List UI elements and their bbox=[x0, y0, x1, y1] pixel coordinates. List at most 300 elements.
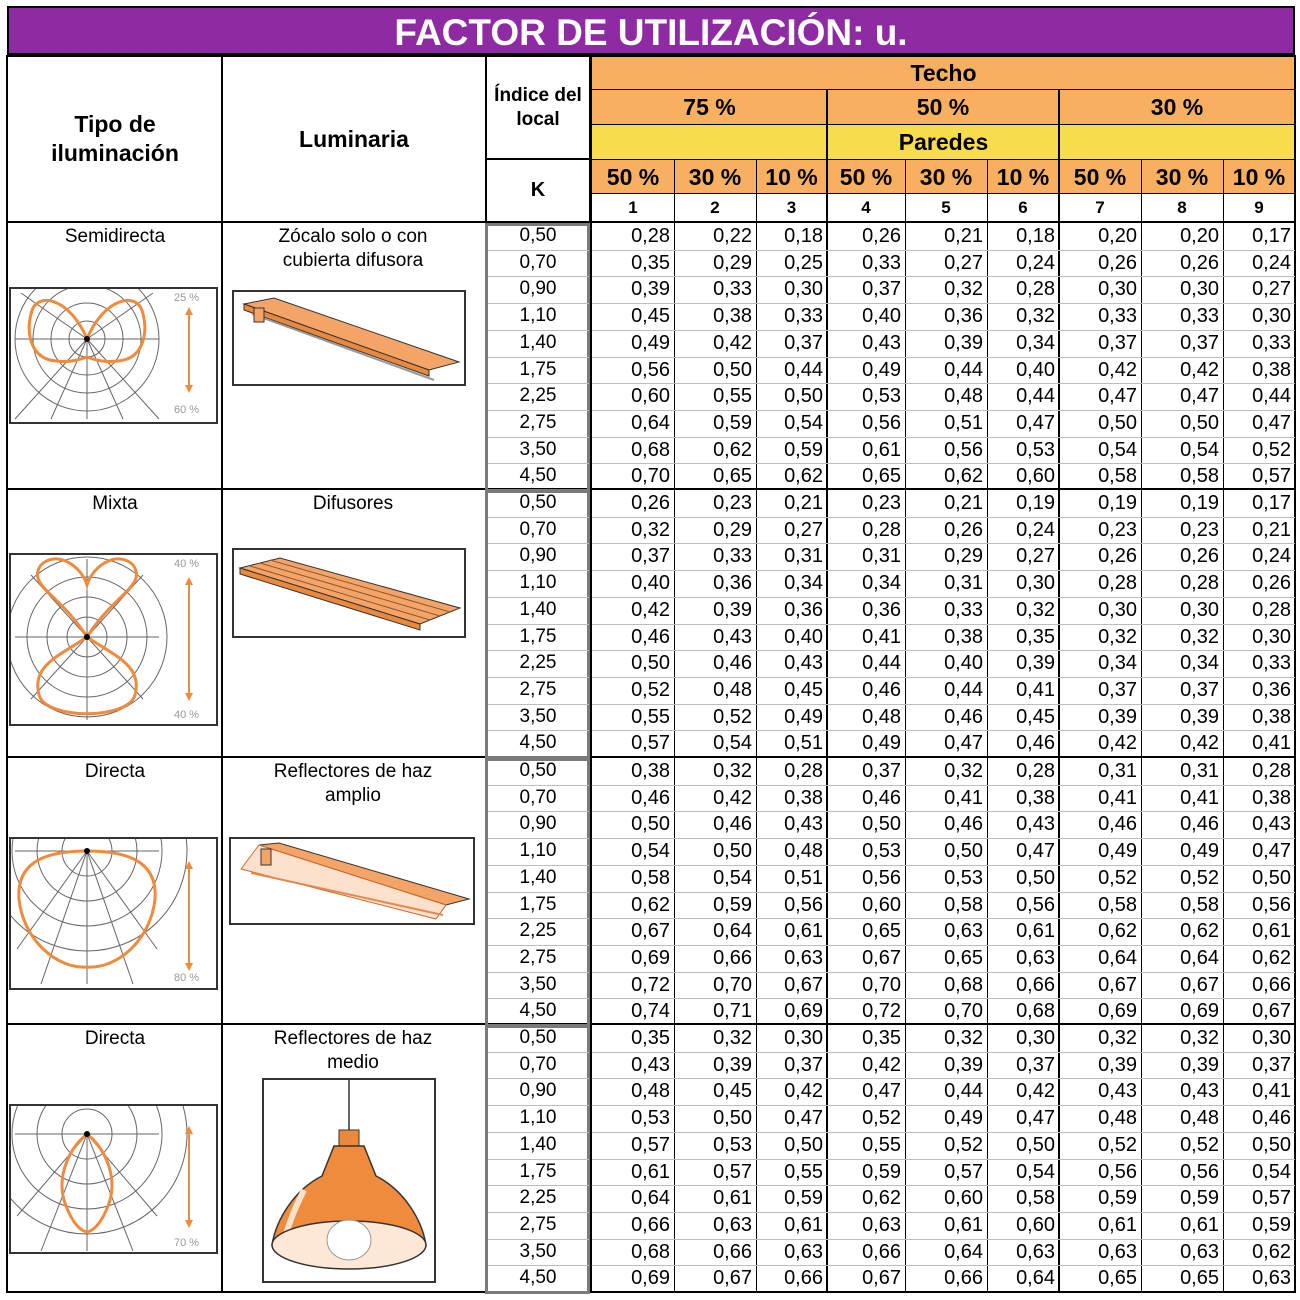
table-cell: 0,47 bbox=[1252, 412, 1291, 434]
row-rule bbox=[592, 276, 1295, 277]
table-cell: 0,51 bbox=[944, 412, 983, 434]
row-rule bbox=[592, 1212, 1295, 1213]
table-cell: 0,70 bbox=[713, 974, 752, 996]
k-value: 1,40 bbox=[519, 332, 557, 353]
table-cell: 0,33 bbox=[1098, 305, 1137, 327]
k-value: 2,25 bbox=[519, 1187, 557, 1208]
section-separator-1 bbox=[6, 488, 1296, 490]
table-cell: 0,32 bbox=[1098, 1027, 1137, 1049]
k-value: 1,10 bbox=[519, 1107, 557, 1128]
table-cell: 0,50 bbox=[944, 840, 983, 862]
k-value: 1,10 bbox=[519, 572, 557, 593]
table-cell: 0,37 bbox=[1098, 332, 1137, 354]
k-value: 4,50 bbox=[519, 1000, 557, 1021]
table-cell: 0,28 bbox=[1252, 760, 1291, 782]
header-techo: Techo bbox=[592, 57, 1295, 90]
table-cell: 0,51 bbox=[784, 732, 823, 754]
header-techo-2: 50 % bbox=[827, 90, 1059, 125]
table-cell: 0,38 bbox=[713, 305, 752, 327]
header-paredes-3: 10 % bbox=[756, 160, 827, 194]
table-cell: 0,74 bbox=[631, 1000, 670, 1022]
frame-bottom bbox=[6, 1291, 1296, 1293]
k-row-rule bbox=[488, 785, 589, 786]
table-cell: 0,42 bbox=[862, 1054, 901, 1076]
polar-diagram-mixta bbox=[9, 553, 218, 726]
table-cell: 0,41 bbox=[1098, 787, 1137, 809]
k-value: 1,40 bbox=[519, 867, 557, 888]
table-cell: 0,51 bbox=[784, 867, 823, 889]
k-value: 0,90 bbox=[519, 278, 557, 299]
table-cell: 0,49 bbox=[862, 732, 901, 754]
table-cell: 0,43 bbox=[784, 652, 823, 674]
table-cell: 0,67 bbox=[1180, 974, 1219, 996]
table-cell: 0,37 bbox=[1098, 679, 1137, 701]
table-cell: 0,53 bbox=[631, 1107, 670, 1129]
rule-paredes bbox=[592, 159, 1295, 160]
table-cell: 0,50 bbox=[784, 385, 823, 407]
table-cell: 0,68 bbox=[631, 1241, 670, 1263]
section-tipo: Directa bbox=[84, 1028, 146, 1049]
table-cell: 0,30 bbox=[1098, 278, 1137, 300]
header-paredes: Paredes bbox=[592, 125, 1295, 160]
section-separator-3 bbox=[6, 1023, 1296, 1025]
table-cell: 0,54 bbox=[1180, 439, 1219, 461]
table-cell: 0,58 bbox=[1016, 1187, 1055, 1209]
table-cell: 0,58 bbox=[1098, 894, 1137, 916]
table-cell: 0,62 bbox=[944, 465, 983, 487]
table-cell: 0,37 bbox=[1252, 1054, 1291, 1076]
table-cell: 0,56 bbox=[631, 359, 670, 381]
header-paredes-7: 50 % bbox=[1059, 160, 1141, 194]
table-cell: 0,58 bbox=[631, 867, 670, 889]
table-cell: 0,67 bbox=[784, 974, 823, 996]
k-value: 0,70 bbox=[519, 252, 557, 273]
table-cell: 0,34 bbox=[1016, 332, 1055, 354]
k-value: 2,75 bbox=[519, 412, 557, 433]
table-cell: 0,26 bbox=[1098, 252, 1137, 274]
polar-curve-icon bbox=[11, 555, 216, 724]
table-cell: 0,26 bbox=[1180, 545, 1219, 567]
table-cell: 0,39 bbox=[944, 1054, 983, 1076]
table-cell: 0,47 bbox=[1252, 840, 1291, 862]
table-cell: 0,31 bbox=[784, 545, 823, 567]
table-cell: 0,37 bbox=[784, 1054, 823, 1076]
table-cell: 0,67 bbox=[713, 1267, 752, 1289]
header-paredes-5: 30 % bbox=[905, 160, 987, 194]
table-cell: 0,35 bbox=[631, 252, 670, 274]
table-cell: 0,54 bbox=[784, 412, 823, 434]
table-cell: 0,66 bbox=[862, 1241, 901, 1263]
table-cell: 0,61 bbox=[713, 1187, 752, 1209]
table-cell: 0,18 bbox=[784, 225, 823, 247]
section-luminaria: Zócalo solo o con cubierta difusora bbox=[278, 226, 428, 271]
column-number-4: 4 bbox=[861, 198, 871, 217]
table-cell: 0,44 bbox=[944, 1080, 983, 1102]
percent-top: 25 % bbox=[174, 292, 200, 304]
table-cell: 0,46 bbox=[944, 706, 983, 728]
k-value: 0,50 bbox=[519, 225, 557, 246]
table-cell: 0,61 bbox=[1180, 1214, 1219, 1236]
table-cell: 0,67 bbox=[862, 947, 901, 969]
section-luminaria: Reflectores de haz amplio bbox=[273, 761, 433, 806]
table-cell: 0,52 bbox=[631, 679, 670, 701]
row-rule bbox=[592, 1105, 1295, 1106]
frame-right bbox=[1294, 55, 1296, 1293]
table-cell: 0,50 bbox=[1016, 1134, 1055, 1156]
table-cell: 0,39 bbox=[1180, 1054, 1219, 1076]
table-cell: 0,26 bbox=[862, 225, 901, 247]
table-cell: 0,47 bbox=[784, 1107, 823, 1129]
table-cell: 0,21 bbox=[1252, 519, 1291, 541]
table-cell: 0,39 bbox=[1016, 652, 1055, 674]
table-cell: 0,50 bbox=[1016, 867, 1055, 889]
k-value: 1,75 bbox=[519, 359, 557, 380]
header-techo-3: 30 % bbox=[1059, 90, 1295, 125]
table-cell: 0,46 bbox=[631, 787, 670, 809]
k-row-rule bbox=[488, 1212, 589, 1213]
table-cell: 0,60 bbox=[944, 1187, 983, 1209]
table-cell: 0,33 bbox=[862, 252, 901, 274]
table-cell: 0,33 bbox=[1252, 332, 1291, 354]
table-cell: 0,72 bbox=[631, 974, 670, 996]
table-cell: 0,55 bbox=[713, 385, 752, 407]
table-cell: 0,26 bbox=[631, 492, 670, 514]
k-row-rule bbox=[488, 250, 589, 251]
k-row-rule bbox=[488, 276, 589, 277]
table-cell: 0,28 bbox=[1016, 278, 1055, 300]
table-cell: 0,30 bbox=[1180, 278, 1219, 300]
table-cell: 0,58 bbox=[1180, 894, 1219, 916]
table-cell: 0,26 bbox=[1252, 572, 1291, 594]
table-cell: 0,65 bbox=[944, 947, 983, 969]
row-rule bbox=[592, 330, 1295, 331]
table-cell: 0,68 bbox=[631, 439, 670, 461]
k-row-rule bbox=[488, 624, 589, 625]
row-rule bbox=[592, 704, 1295, 705]
k-row-rule bbox=[488, 1105, 589, 1106]
table-cell: 0,69 bbox=[1098, 1000, 1137, 1022]
table-cell: 0,58 bbox=[1180, 465, 1219, 487]
table-cell: 0,19 bbox=[1098, 492, 1137, 514]
table-cell: 0,66 bbox=[944, 1267, 983, 1289]
row-rule bbox=[592, 1265, 1295, 1266]
table-cell: 0,58 bbox=[944, 894, 983, 916]
row-rule bbox=[592, 597, 1295, 598]
table-cell: 0,55 bbox=[631, 706, 670, 728]
table-cell: 0,57 bbox=[631, 1134, 670, 1156]
header-paredes-4: 50 % bbox=[827, 160, 905, 194]
table-cell: 0,47 bbox=[1016, 412, 1055, 434]
table-cell: 0,30 bbox=[784, 278, 823, 300]
k-row-rule bbox=[488, 1159, 589, 1160]
table-cell: 0,38 bbox=[631, 760, 670, 782]
table-cell: 0,32 bbox=[713, 760, 752, 782]
table-cell: 0,40 bbox=[631, 572, 670, 594]
table-cell: 0,41 bbox=[944, 787, 983, 809]
table-cell: 0,29 bbox=[944, 545, 983, 567]
table-cell: 0,28 bbox=[862, 519, 901, 541]
k-row-rule bbox=[488, 1132, 589, 1133]
header-k: K bbox=[530, 178, 546, 201]
table-cell: 0,27 bbox=[1252, 278, 1291, 300]
table-cell: 0,42 bbox=[1098, 359, 1137, 381]
luminaire-image-zocalo bbox=[232, 290, 466, 386]
table-cell: 0,40 bbox=[784, 626, 823, 648]
table-cell: 0,36 bbox=[713, 572, 752, 594]
table-cell: 0,62 bbox=[1252, 947, 1291, 969]
k-row-rule bbox=[488, 597, 589, 598]
table-cell: 0,43 bbox=[1180, 1080, 1219, 1102]
table-cell: 0,28 bbox=[1016, 760, 1055, 782]
k-row-rule bbox=[488, 543, 589, 544]
table-cell: 0,30 bbox=[1252, 305, 1291, 327]
k-value: 4,50 bbox=[519, 732, 557, 753]
table-cell: 0,52 bbox=[1180, 867, 1219, 889]
table-cell: 0,24 bbox=[1252, 252, 1291, 274]
table-cell: 0,26 bbox=[944, 519, 983, 541]
table-cell: 0,61 bbox=[784, 920, 823, 942]
table-cell: 0,65 bbox=[713, 465, 752, 487]
k-value: 0,50 bbox=[519, 492, 557, 513]
table-cell: 0,24 bbox=[1252, 545, 1291, 567]
row-rule bbox=[592, 865, 1295, 866]
row-rule bbox=[592, 650, 1295, 651]
polar-curve-icon bbox=[11, 289, 216, 422]
table-cell: 0,60 bbox=[631, 385, 670, 407]
k-row-rule bbox=[488, 410, 589, 411]
k-value: 2,25 bbox=[519, 652, 557, 673]
table-cell: 0,34 bbox=[1180, 652, 1219, 674]
table-cell: 0,59 bbox=[713, 894, 752, 916]
column-number-5: 5 bbox=[941, 198, 951, 217]
table-cell: 0,61 bbox=[1252, 920, 1291, 942]
table-cell: 0,23 bbox=[1180, 519, 1219, 541]
table-cell: 0,28 bbox=[1098, 572, 1137, 594]
rule-paredes-values bbox=[592, 193, 1295, 194]
table-cell: 0,47 bbox=[1016, 840, 1055, 862]
table-cell: 0,42 bbox=[1016, 1080, 1055, 1102]
table-cell: 0,50 bbox=[713, 359, 752, 381]
k-value: 3,50 bbox=[519, 706, 557, 727]
table-cell: 0,60 bbox=[862, 894, 901, 916]
table-cell: 0,36 bbox=[784, 599, 823, 621]
table-cell: 0,66 bbox=[1252, 974, 1291, 996]
table-cell: 0,67 bbox=[631, 920, 670, 942]
table-cell: 0,47 bbox=[1098, 385, 1137, 407]
row-rule bbox=[592, 1159, 1295, 1160]
table-cell: 0,21 bbox=[784, 492, 823, 514]
row-rule bbox=[592, 250, 1295, 251]
table-cell: 0,36 bbox=[944, 305, 983, 327]
table-cell: 0,37 bbox=[631, 545, 670, 567]
table-cell: 0,37 bbox=[862, 278, 901, 300]
table-cell: 0,57 bbox=[713, 1161, 752, 1183]
row-rule bbox=[592, 998, 1295, 999]
table-cell: 0,62 bbox=[1180, 920, 1219, 942]
row-rule bbox=[592, 785, 1295, 786]
percent-bottom: 70 % bbox=[174, 1237, 200, 1249]
table-cell: 0,31 bbox=[1098, 760, 1137, 782]
table-cell: 0,28 bbox=[784, 760, 823, 782]
table-cell: 0,62 bbox=[784, 465, 823, 487]
table-cell: 0,36 bbox=[862, 599, 901, 621]
table-cell: 0,63 bbox=[1016, 1241, 1055, 1263]
table-cell: 0,39 bbox=[1098, 706, 1137, 728]
table-cell: 0,56 bbox=[944, 439, 983, 461]
table-cell: 0,46 bbox=[1098, 813, 1137, 835]
table-cell: 0,69 bbox=[784, 1000, 823, 1022]
table-cell: 0,20 bbox=[1098, 225, 1137, 247]
table-cell: 0,41 bbox=[1252, 1080, 1291, 1102]
table-cell: 0,64 bbox=[1098, 947, 1137, 969]
table-cell: 0,40 bbox=[1016, 359, 1055, 381]
table-cell: 0,63 bbox=[944, 920, 983, 942]
k-row-rule bbox=[488, 972, 589, 973]
table-cell: 0,65 bbox=[862, 465, 901, 487]
table-cell: 0,53 bbox=[1016, 439, 1055, 461]
table-cell: 0,62 bbox=[631, 894, 670, 916]
k-value: 0,70 bbox=[519, 787, 557, 808]
row-rule bbox=[592, 838, 1295, 839]
percent-top: 40 % bbox=[174, 558, 200, 570]
luminaire-image-difusores bbox=[232, 548, 466, 638]
percent-bottom: 40 % bbox=[174, 709, 200, 721]
table-cell: 0,46 bbox=[631, 626, 670, 648]
table-cell: 0,50 bbox=[1252, 867, 1291, 889]
table-cell: 0,41 bbox=[1016, 679, 1055, 701]
table-cell: 0,49 bbox=[784, 706, 823, 728]
table-cell: 0,42 bbox=[631, 599, 670, 621]
table-cell: 0,54 bbox=[1016, 1161, 1055, 1183]
k-row-rule bbox=[488, 463, 589, 464]
table-cell: 0,30 bbox=[1180, 599, 1219, 621]
table-cell: 0,48 bbox=[1180, 1107, 1219, 1129]
table-cell: 0,32 bbox=[1016, 599, 1055, 621]
table-cell: 0,46 bbox=[862, 787, 901, 809]
table-cell: 0,53 bbox=[862, 385, 901, 407]
table-cell: 0,42 bbox=[1098, 732, 1137, 754]
table-cell: 0,67 bbox=[1098, 974, 1137, 996]
table-cell: 0,32 bbox=[944, 1027, 983, 1049]
row-rule bbox=[592, 383, 1295, 384]
table-cell: 0,69 bbox=[1180, 1000, 1219, 1022]
table-cell: 0,26 bbox=[1180, 252, 1219, 274]
table-cell: 0,45 bbox=[631, 305, 670, 327]
row-rule bbox=[592, 303, 1295, 304]
table-cell: 0,59 bbox=[1180, 1187, 1219, 1209]
k-value: 2,75 bbox=[519, 1214, 557, 1235]
table-cell: 0,63 bbox=[1180, 1241, 1219, 1263]
table-cell: 0,44 bbox=[944, 359, 983, 381]
k-value: 1,10 bbox=[519, 305, 557, 326]
table-cell: 0,39 bbox=[944, 332, 983, 354]
header-techo-1: 75 % bbox=[592, 90, 827, 125]
table-cell: 0,70 bbox=[944, 1000, 983, 1022]
table-cell: 0,32 bbox=[1098, 626, 1137, 648]
polar-curve-icon bbox=[11, 839, 216, 988]
table-cell: 0,29 bbox=[713, 519, 752, 541]
percent-bottom: 60 % bbox=[174, 404, 200, 416]
table-cell: 0,65 bbox=[1098, 1267, 1137, 1289]
table-cell: 0,46 bbox=[1180, 813, 1219, 835]
table-cell: 0,34 bbox=[784, 572, 823, 594]
k-value: 1,40 bbox=[519, 1134, 557, 1155]
table-cell: 0,33 bbox=[1252, 652, 1291, 674]
k-value: 0,50 bbox=[519, 760, 557, 781]
table-cell: 0,36 bbox=[1252, 679, 1291, 701]
table-cell: 0,66 bbox=[1016, 974, 1055, 996]
table-cell: 0,45 bbox=[784, 679, 823, 701]
table-cell: 0,50 bbox=[1252, 1134, 1291, 1156]
table-cell: 0,70 bbox=[862, 974, 901, 996]
row-rule bbox=[592, 410, 1295, 411]
table-cell: 0,63 bbox=[1098, 1241, 1137, 1263]
table-cell: 0,39 bbox=[1180, 706, 1219, 728]
table-cell: 0,34 bbox=[1098, 652, 1137, 674]
table-cell: 0,50 bbox=[862, 813, 901, 835]
k-value: 3,50 bbox=[519, 439, 557, 460]
k-value: 1,10 bbox=[519, 840, 557, 861]
table-cell: 0,32 bbox=[1180, 1027, 1219, 1049]
header-paredes-9: 10 % bbox=[1223, 160, 1295, 194]
row-rule bbox=[592, 892, 1295, 893]
table-cell: 0,46 bbox=[1016, 732, 1055, 754]
row-rule bbox=[592, 624, 1295, 625]
table-cell: 0,63 bbox=[713, 1214, 752, 1236]
table-cell: 0,48 bbox=[713, 679, 752, 701]
table-cell: 0,41 bbox=[862, 626, 901, 648]
section-separator-2 bbox=[6, 756, 1296, 758]
k-value: 2,75 bbox=[519, 679, 557, 700]
reflector-fixture-icon bbox=[231, 839, 473, 923]
table-cell: 0,17 bbox=[1252, 492, 1291, 514]
table-cell: 0,30 bbox=[1016, 572, 1055, 594]
table-cell: 0,35 bbox=[862, 1027, 901, 1049]
table-cell: 0,59 bbox=[784, 1187, 823, 1209]
table-cell: 0,28 bbox=[1180, 572, 1219, 594]
polar-diagram-semidirecta bbox=[9, 287, 218, 424]
table-cell: 0,67 bbox=[862, 1267, 901, 1289]
row-rule bbox=[592, 918, 1295, 919]
table-cell: 0,48 bbox=[784, 840, 823, 862]
row-rule bbox=[592, 730, 1295, 731]
column-number-6: 6 bbox=[1018, 198, 1028, 217]
table-cell: 0,39 bbox=[631, 278, 670, 300]
table-cell: 0,45 bbox=[1016, 706, 1055, 728]
table-cell: 0,30 bbox=[784, 1027, 823, 1049]
table-cell: 0,31 bbox=[1180, 760, 1219, 782]
polar-diagram-directa-amplio bbox=[9, 837, 218, 990]
k-value: 1,75 bbox=[519, 626, 557, 647]
table-cell: 0,64 bbox=[631, 1187, 670, 1209]
table-cell: 0,64 bbox=[944, 1241, 983, 1263]
table-cell: 0,34 bbox=[862, 572, 901, 594]
table-cell: 0,44 bbox=[862, 652, 901, 674]
polar-curve-icon bbox=[11, 1106, 216, 1252]
row-rule bbox=[592, 357, 1295, 358]
table-cell: 0,38 bbox=[944, 626, 983, 648]
table-cell: 0,33 bbox=[944, 599, 983, 621]
row-rule bbox=[592, 1052, 1295, 1053]
table-cell: 0,50 bbox=[784, 1134, 823, 1156]
table-cell: 0,64 bbox=[1180, 947, 1219, 969]
k-row-rule bbox=[488, 945, 589, 946]
table-cell: 0,29 bbox=[713, 252, 752, 274]
table-cell: 0,59 bbox=[713, 412, 752, 434]
row-rule bbox=[592, 1239, 1295, 1240]
table-cell: 0,59 bbox=[1252, 1214, 1291, 1236]
table-cell: 0,30 bbox=[1252, 1027, 1291, 1049]
